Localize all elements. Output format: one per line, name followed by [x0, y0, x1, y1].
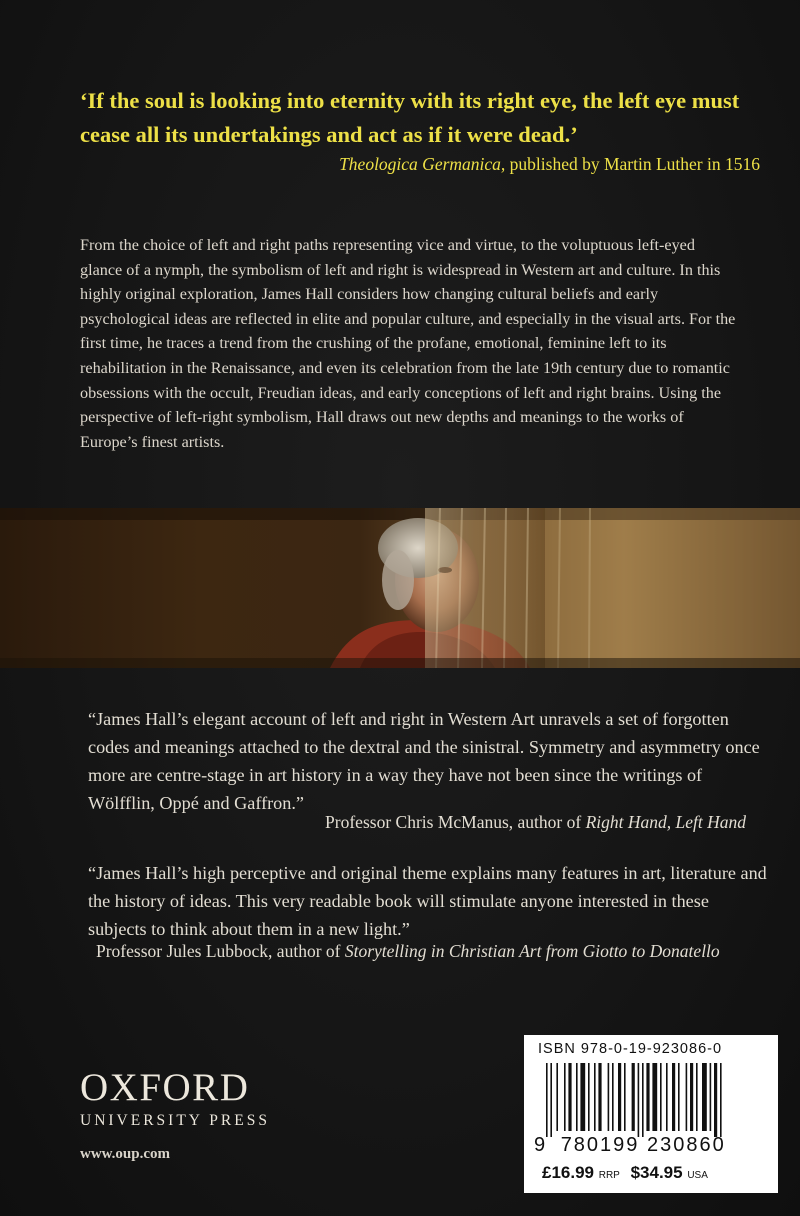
- attribution-book-title: Storytelling in Christian Art from Giotto to Donatello: [344, 941, 720, 961]
- barcode-bar: [568, 1063, 571, 1131]
- price-usa-label: USA: [687, 1170, 708, 1181]
- barcode-label: [524, 1035, 778, 1193]
- epigraph-source: [80, 154, 760, 175]
- barcode-bar: [720, 1063, 722, 1137]
- barcode-bar: [564, 1063, 566, 1131]
- review-mcmanus-attribution: [325, 812, 746, 833]
- barcode-bar: [638, 1063, 640, 1137]
- painting-strip: [0, 508, 800, 668]
- barcode-bar: [598, 1063, 601, 1131]
- barcode-bar: [588, 1063, 590, 1131]
- barcode-bars: [546, 1063, 756, 1137]
- barcode-bar: [580, 1063, 585, 1131]
- barcode-bar: [642, 1063, 644, 1137]
- epigraph: [80, 84, 760, 175]
- price-gbp: £16.99: [542, 1163, 594, 1182]
- barcode-lead-digit: 9: [534, 1134, 548, 1156]
- barcode-bar: [608, 1063, 610, 1131]
- barcode-bar: [652, 1063, 657, 1131]
- barcode-bar: [550, 1063, 552, 1137]
- barcode-bar: [686, 1063, 688, 1131]
- isbn-text: ISBN 978-0-19-923086-0: [538, 1041, 723, 1057]
- review-lubbock-attribution: [96, 941, 720, 962]
- barcode-bar: [594, 1063, 596, 1131]
- publisher-logo: [80, 1068, 270, 1130]
- attribution-prefix: Professor Jules Lubbock, author of: [96, 941, 341, 961]
- barcode-bar: [612, 1063, 614, 1131]
- barcode-bar: [618, 1063, 621, 1131]
- review-mcmanus: “James Hall’s elegant account of left and right in Western Art unravels a set of forgotten codes and meanings attached to the dextral and the sinistral. Symmetry and asymmetry once more are centre-stage in art history in a way they have not been since the writings of Wölfflin, Oppé and Gaffron.”: [88, 709, 760, 813]
- epigraph-source-rest: published by Martin Luther in 1516: [509, 154, 760, 174]
- barcode-bar: [696, 1063, 698, 1131]
- barcode-bar: [546, 1063, 548, 1137]
- price-usd: $34.95: [630, 1163, 683, 1182]
- barcode-bar: [624, 1063, 626, 1131]
- barcode-bar: [678, 1063, 680, 1131]
- barcode-bar: [702, 1063, 707, 1131]
- barcode-bar: [666, 1063, 668, 1131]
- publisher-press: UNIVERSITY PRESS: [80, 1112, 270, 1129]
- price-line: [542, 1163, 708, 1183]
- barcode-bar: [576, 1063, 578, 1131]
- painting-image: [0, 508, 800, 668]
- book-description: From the choice of left and right paths representing vice and virtue, to the voluptuous left-eyed glance of a nymph, the symbolism of left and right is widespread in Western art and culture. In this highly original exploration, James Hall considers how changing cultural beliefs and early psychological ideas are reflected in elite and popular culture, and especially in the visual arts. For the first time, he traces a trend from the crushing of the profane, emotional, feminine left to its rehabilitation in the Renaissance, and even its celebration from the late 19th century due to romantic obsessions with the occult, Freudian ideas, and early conceptions of left and right brains. Using the perspective of left-right symbolism, Hall draws out new depths and meanings to the works of Europe’s finest artists.: [80, 236, 736, 451]
- price-rrp-label: RRP: [598, 1170, 620, 1181]
- barcode-bar: [646, 1063, 649, 1131]
- barcode-number: 780199 230860: [560, 1134, 726, 1156]
- epigraph-quote: ‘If the soul is looking into eternity with its right eye, the left eye must cease all its undertakings and act as if it were dead.’: [80, 88, 740, 147]
- attribution-prefix: Professor Chris McManus, author of: [325, 812, 582, 832]
- barcode-bar: [714, 1063, 717, 1137]
- review-lubbock: “James Hall’s high perceptive and original theme explains many features in art, literature and the history of ideas. This very readable book will stimulate anyone interested in these subjects to think about them in a new light.”: [88, 863, 767, 939]
- barcode-bar: [672, 1063, 675, 1131]
- attribution-book-title: Right Hand, Left Hand: [585, 812, 746, 832]
- epigraph-source-title: Theologica Germanica,: [339, 154, 506, 174]
- publisher-url: www.oup.com: [80, 1146, 171, 1162]
- barcode-bar: [632, 1063, 635, 1131]
- barcode-bar: [690, 1063, 693, 1131]
- barcode-bar: [660, 1063, 662, 1131]
- barcode-bar: [710, 1063, 712, 1131]
- barcode-digits: [534, 1134, 726, 1157]
- barcode-bar: [556, 1063, 558, 1131]
- publisher-brand: OXFORD: [80, 1066, 250, 1109]
